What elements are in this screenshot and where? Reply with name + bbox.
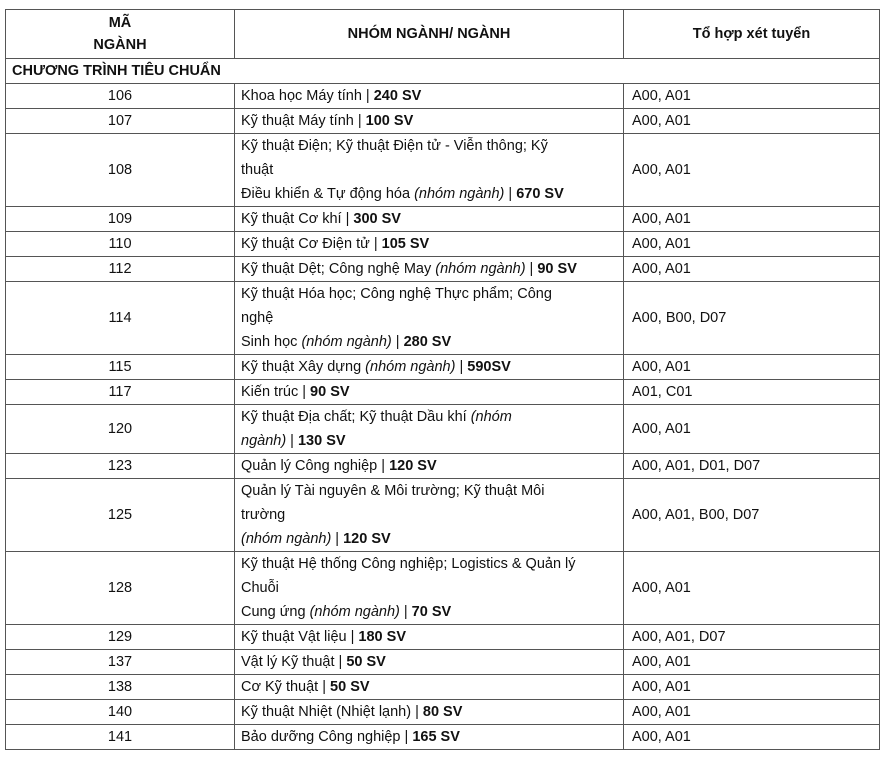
major-name-line xyxy=(241,232,617,256)
name-text: trường xyxy=(241,507,286,523)
name-text: Kỹ thuật Dệt; Công nghệ May xyxy=(241,261,436,277)
major-code: 117 xyxy=(6,380,235,405)
subject-combination: A00, A01 xyxy=(624,552,880,625)
major-name-line xyxy=(241,700,617,724)
major-name xyxy=(235,650,624,675)
header-code-line1: MÃ xyxy=(108,15,132,31)
major-name-line xyxy=(241,84,617,108)
quota-text: 280 SV xyxy=(403,334,452,350)
major-code: 141 xyxy=(6,725,235,750)
group-note-text: (nhóm ngành) xyxy=(309,604,400,620)
major-name xyxy=(235,109,624,134)
major-code: 109 xyxy=(6,207,235,232)
table-row xyxy=(6,134,880,207)
table-row xyxy=(6,84,880,109)
major-name-line xyxy=(241,134,617,158)
quota-text: 90 SV xyxy=(310,384,350,400)
quota-text: 90 SV xyxy=(537,261,577,277)
name-text: Kỹ thuật Máy tính | xyxy=(241,113,366,129)
major-name-line xyxy=(241,650,617,674)
major-code: 108 xyxy=(6,134,235,207)
group-note-text: (nhóm ngành) xyxy=(435,261,526,277)
group-note-text: (nhóm ngành) xyxy=(301,334,392,350)
header-row xyxy=(6,10,880,59)
name-text: Vật lý Kỹ thuật | xyxy=(241,654,347,670)
section-row xyxy=(6,59,880,84)
major-name xyxy=(235,625,624,650)
name-text: | xyxy=(331,531,344,547)
admissions-table xyxy=(5,9,880,750)
table-row xyxy=(6,552,880,625)
table-row xyxy=(6,650,880,675)
name-text: Kỹ thuật Địa chất; Kỹ thuật Dầu khí xyxy=(241,409,471,425)
major-name-line xyxy=(241,405,617,429)
name-text: Kỹ thuật Cơ khí | xyxy=(241,211,354,227)
quota-text: 120 SV xyxy=(389,458,437,474)
major-code: 115 xyxy=(6,355,235,380)
major-name-line xyxy=(241,527,617,551)
major-code: 107 xyxy=(6,109,235,134)
major-name-line xyxy=(241,625,617,649)
major-name-line xyxy=(241,454,617,478)
quota-text: 105 SV xyxy=(381,236,430,252)
subject-combination: A00, A01 xyxy=(624,257,880,282)
group-note-text: (nhóm ngành) xyxy=(241,531,332,547)
name-text: Điều khiển & Tự động hóa xyxy=(241,186,415,202)
major-code: 129 xyxy=(6,625,235,650)
major-code: 128 xyxy=(6,552,235,625)
name-text: | xyxy=(525,261,538,277)
major-name-line xyxy=(241,503,617,527)
major-code: 137 xyxy=(6,650,235,675)
major-name xyxy=(235,282,624,355)
table-row xyxy=(6,454,880,479)
subject-combination: A01, C01 xyxy=(624,380,880,405)
major-name-line xyxy=(241,576,617,600)
header-code-line2: NGÀNH xyxy=(93,37,147,53)
name-text: Khoa học Máy tính | xyxy=(241,88,374,104)
major-name-line xyxy=(241,282,617,306)
major-name xyxy=(235,355,624,380)
major-code: 120 xyxy=(6,405,235,454)
quota-text: 670 SV xyxy=(516,186,564,202)
table-row xyxy=(6,725,880,750)
major-name xyxy=(235,134,624,207)
quota-text: 165 SV xyxy=(412,729,460,745)
major-name-line xyxy=(241,600,617,624)
table-row xyxy=(6,405,880,454)
subject-combination: A00, A01 xyxy=(624,355,880,380)
name-text: Kỹ thuật Hóa học; Công nghệ Thực phẩm; Công xyxy=(241,286,552,302)
quota-text: 80 SV xyxy=(422,704,463,720)
group-note-text: (nhóm ngành) xyxy=(365,359,456,375)
major-name xyxy=(235,675,624,700)
name-text: | xyxy=(504,186,517,202)
major-name-line xyxy=(241,207,617,231)
name-text: thuật xyxy=(241,162,274,178)
subject-combination: A00, A01, B00, D07 xyxy=(624,479,880,552)
table-row xyxy=(6,380,880,405)
header-name: NHÓM NGÀNH/ NGÀNH xyxy=(235,10,624,59)
major-name xyxy=(235,257,624,282)
name-text: | xyxy=(391,334,404,350)
group-note-text: (nhóm ngành) xyxy=(414,186,505,202)
name-text: | xyxy=(286,433,298,449)
name-text: Kỹ thuật Xây dựng xyxy=(241,359,366,375)
subject-combination: A00, A01, D01, D07 xyxy=(624,454,880,479)
group-note-text: (nhóm xyxy=(470,409,512,425)
subject-combination: A00, A01 xyxy=(624,405,880,454)
quota-text: 70 SV xyxy=(411,604,452,620)
major-name-line xyxy=(241,355,617,379)
name-text: | xyxy=(399,604,412,620)
major-code: 140 xyxy=(6,700,235,725)
major-name-line xyxy=(241,330,617,354)
major-name-line xyxy=(241,725,617,749)
name-text: Sinh học xyxy=(241,334,302,350)
subject-combination: A00, A01 xyxy=(624,700,880,725)
subject-combination: A00, A01 xyxy=(624,109,880,134)
group-note-text: ngành) xyxy=(241,433,287,449)
name-text: Kiến trúc | xyxy=(241,384,311,400)
major-name xyxy=(235,207,624,232)
table-row xyxy=(6,232,880,257)
name-text: Kỹ thuật Điện; Kỹ thuật Điện tử - Viễn thông; Kỹ xyxy=(241,138,548,154)
subject-combination: A00, A01 xyxy=(624,725,880,750)
major-name xyxy=(235,405,624,454)
quota-text: 240 SV xyxy=(373,88,422,104)
quota-text: 100 SV xyxy=(365,113,414,129)
name-text: Cung ứng xyxy=(241,604,310,620)
name-text: Kỹ thuật Cơ Điện tử | xyxy=(241,236,382,252)
subject-combination: A00, B00, D07 xyxy=(624,282,880,355)
major-name-line xyxy=(241,479,617,503)
header-code xyxy=(6,10,235,59)
subject-combination: A00, A01 xyxy=(624,84,880,109)
name-text: Kỹ thuật Vật liệu | xyxy=(241,629,359,645)
quota-text: 120 SV xyxy=(343,531,391,547)
name-text: Bảo dưỡng Công nghiệp | xyxy=(241,729,413,745)
major-name-line xyxy=(241,306,617,330)
section-title: CHƯƠNG TRÌNH TIÊU CHUẨN xyxy=(6,59,880,84)
name-text: | xyxy=(455,359,468,375)
major-code: 138 xyxy=(6,675,235,700)
table-row xyxy=(6,625,880,650)
table-row xyxy=(6,257,880,282)
major-name-line xyxy=(241,182,617,206)
major-name-line xyxy=(241,429,617,453)
name-text: Kỹ thuật Hệ thống Công nghiệp; Logistics & Quản lý xyxy=(241,556,576,572)
table-row xyxy=(6,282,880,355)
table-row xyxy=(6,700,880,725)
major-name-line xyxy=(241,380,617,404)
major-code: 110 xyxy=(6,232,235,257)
subject-combination: A00, A01 xyxy=(624,650,880,675)
table-body xyxy=(6,59,880,750)
name-text: Cơ Kỹ thuật | xyxy=(241,679,331,695)
major-name xyxy=(235,84,624,109)
major-name xyxy=(235,232,624,257)
major-name xyxy=(235,725,624,750)
header-combo: Tổ hợp xét tuyển xyxy=(624,10,880,59)
quota-text: 50 SV xyxy=(346,654,386,670)
name-text: Quản lý Công nghiệp | xyxy=(241,458,390,474)
quota-text: 50 SV xyxy=(330,679,370,695)
subject-combination: A00, A01 xyxy=(624,207,880,232)
subject-combination: A00, A01, D07 xyxy=(624,625,880,650)
major-code: 112 xyxy=(6,257,235,282)
table-row xyxy=(6,479,880,552)
subject-combination: A00, A01 xyxy=(624,134,880,207)
subject-combination: A00, A01 xyxy=(624,675,880,700)
table-row xyxy=(6,675,880,700)
major-name-line xyxy=(241,552,617,576)
name-text: Chuỗi xyxy=(241,580,279,596)
name-text: Quản lý Tài nguyên & Môi trường; Kỹ thuật Môi xyxy=(241,483,545,499)
major-code: 123 xyxy=(6,454,235,479)
name-text: Kỹ thuật Nhiệt (Nhiệt lạnh) | xyxy=(241,704,423,720)
major-name xyxy=(235,700,624,725)
major-name xyxy=(235,552,624,625)
table-row xyxy=(6,355,880,380)
major-name-line xyxy=(241,675,617,699)
quota-text: 130 SV xyxy=(297,433,346,449)
major-code: 106 xyxy=(6,84,235,109)
major-code: 114 xyxy=(6,282,235,355)
quota-text: 300 SV xyxy=(353,211,401,227)
subject-combination: A00, A01 xyxy=(624,232,880,257)
quota-text: 180 SV xyxy=(358,629,406,645)
major-name-line xyxy=(241,109,617,133)
quota-text: 590SV xyxy=(467,359,511,375)
major-name xyxy=(235,380,624,405)
major-name-line xyxy=(241,257,617,281)
table-row xyxy=(6,109,880,134)
name-text: nghệ xyxy=(241,310,274,326)
major-name xyxy=(235,454,624,479)
major-name xyxy=(235,479,624,552)
major-code: 125 xyxy=(6,479,235,552)
major-name-line xyxy=(241,158,617,182)
table-row xyxy=(6,207,880,232)
